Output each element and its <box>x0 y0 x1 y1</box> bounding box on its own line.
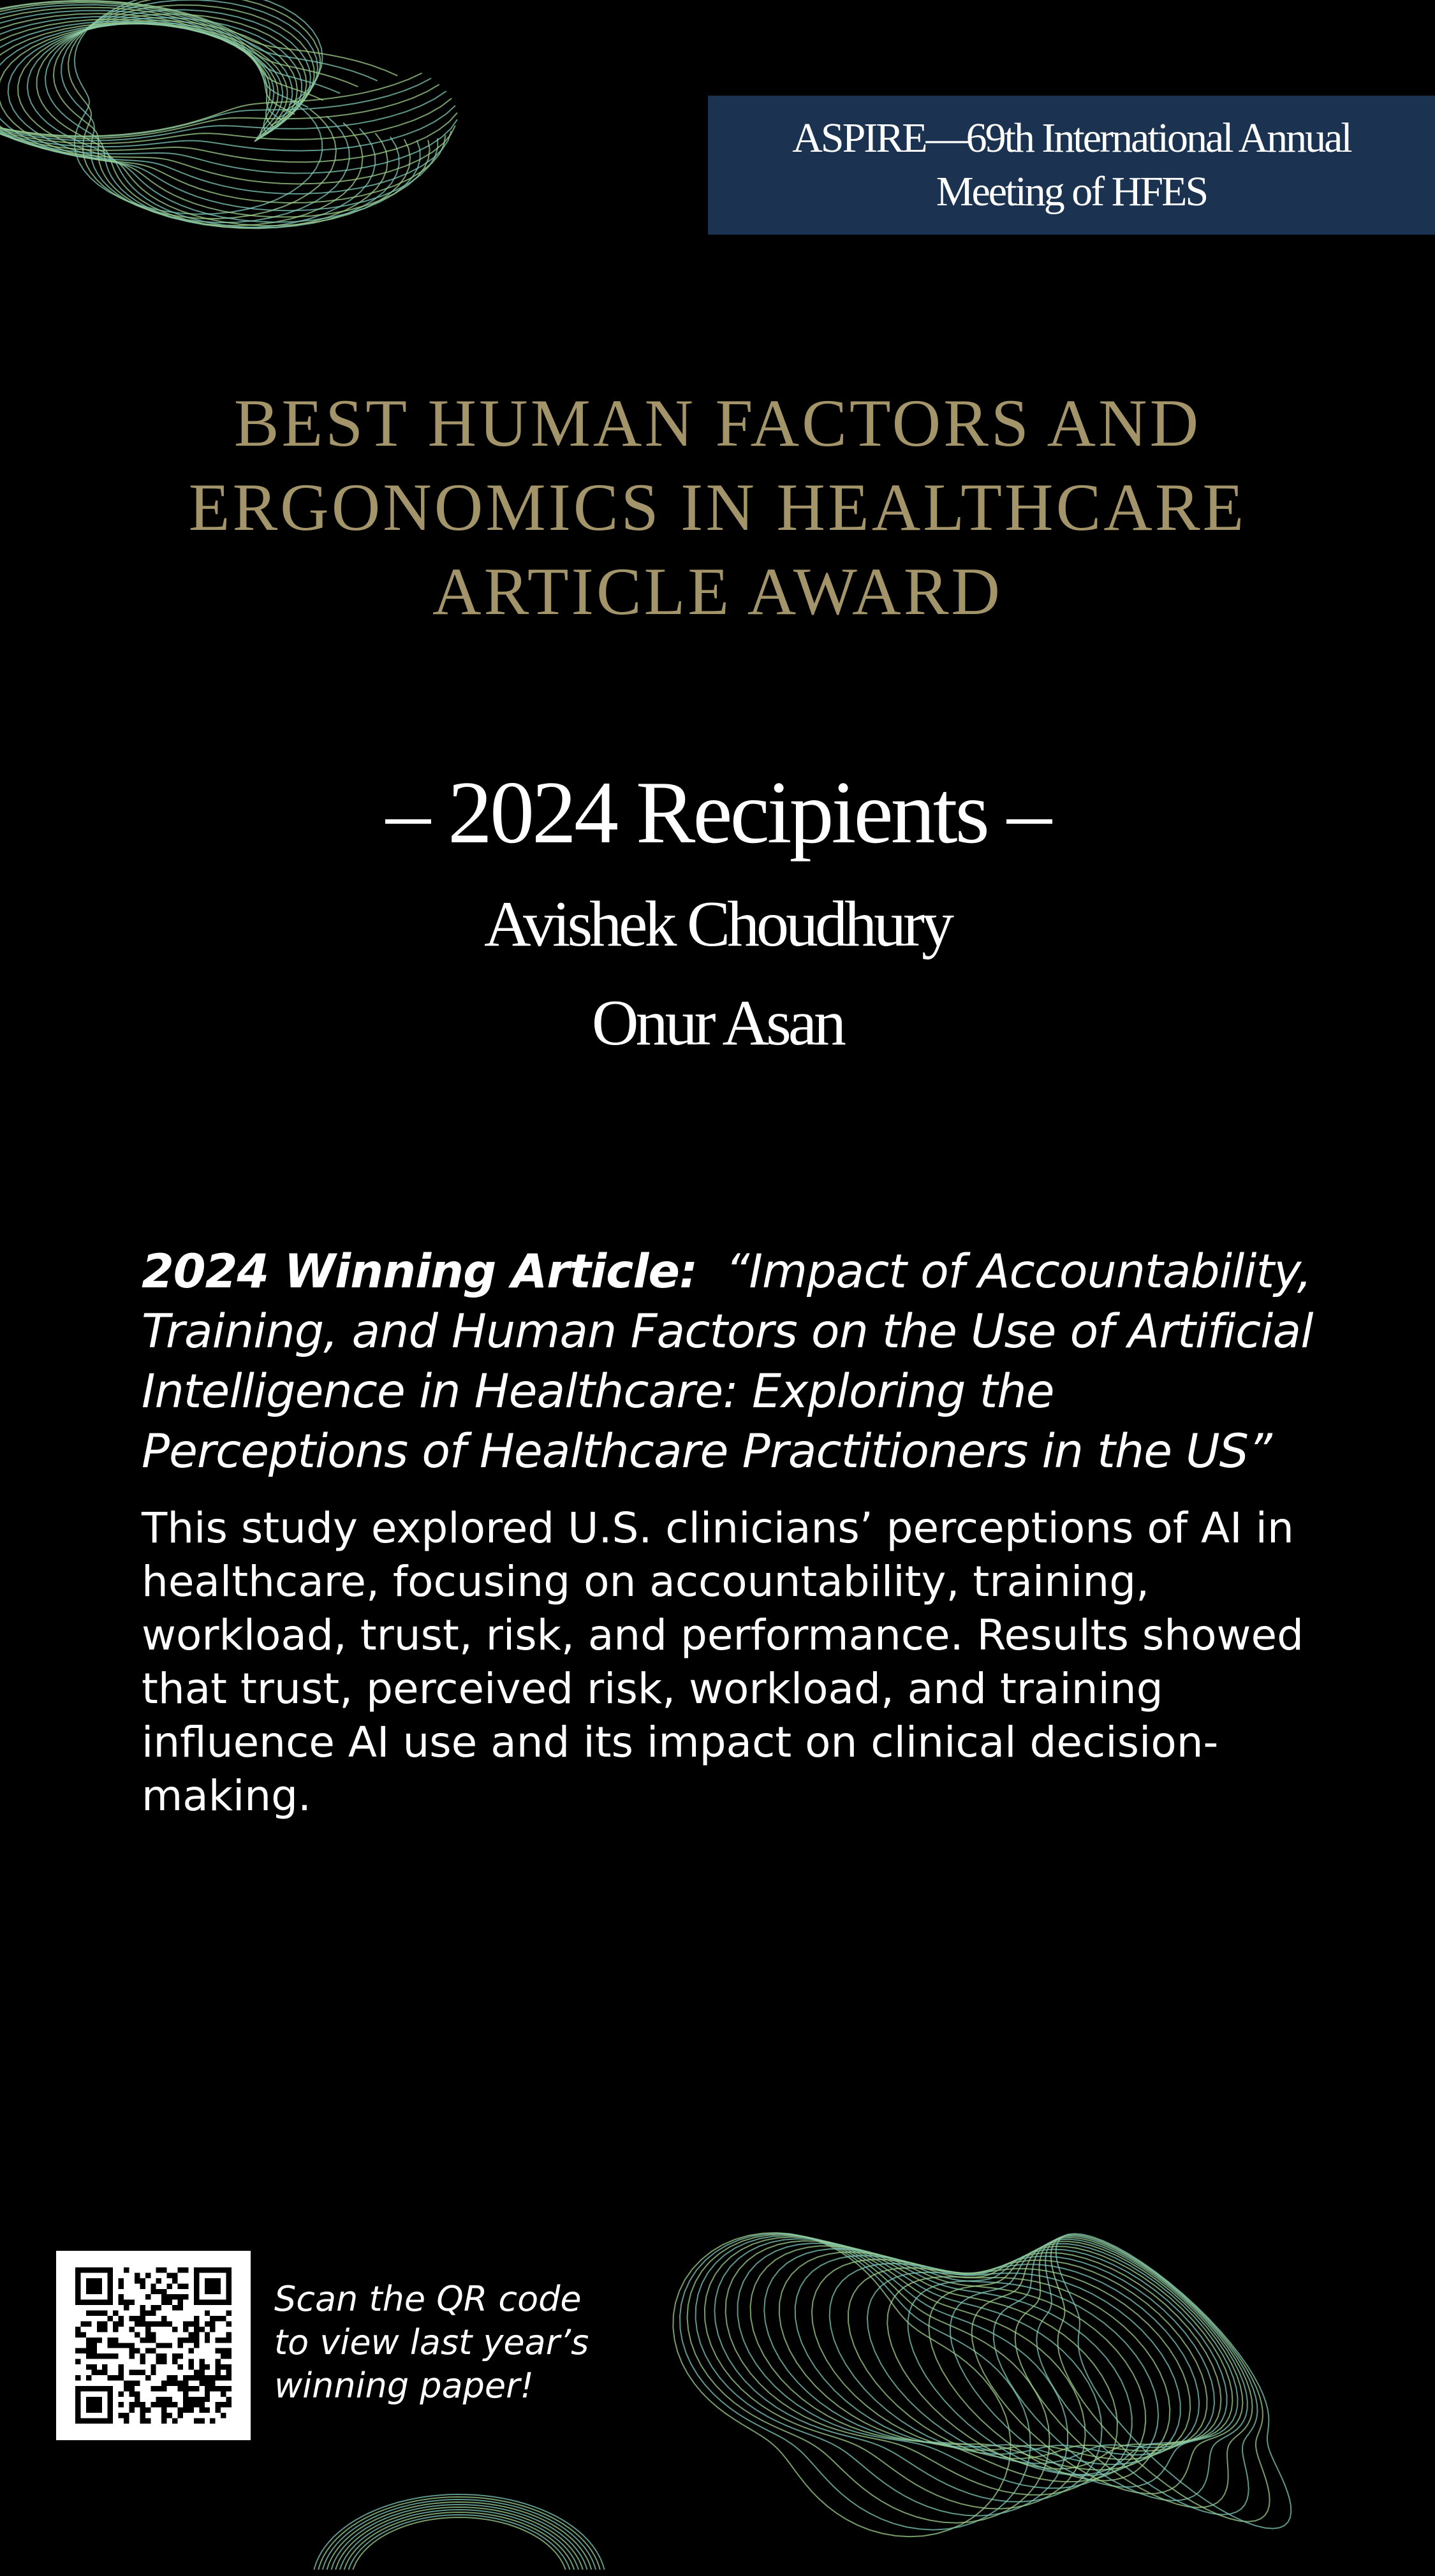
wave-line <box>8 23 420 223</box>
winning-article-label: 2024 Winning Article: <box>142 1245 698 1299</box>
wave-line <box>61 0 350 223</box>
recipient-name: Avishek Choudhury <box>484 888 951 960</box>
wave-line <box>0 24 430 217</box>
wave-line <box>738 2243 1132 2488</box>
wave-line <box>338 2510 580 2570</box>
wave-line <box>867 2257 1214 2464</box>
wave-line <box>0 13 457 162</box>
wave-line <box>317 2497 602 2570</box>
wave-line <box>321 2499 597 2570</box>
winning-article <box>142 1242 1321 1482</box>
wave-line <box>726 2241 1118 2494</box>
wave-line <box>0 22 452 194</box>
wave-line <box>812 2260 1190 2460</box>
wave-line <box>1015 2237 1253 2508</box>
wave-line <box>346 2515 571 2570</box>
wave-line <box>0 1 431 137</box>
wave-lines-decoration-bottom-small <box>281 2480 638 2570</box>
wave-line <box>54 5 363 226</box>
wave-line <box>330 2505 589 2570</box>
wave-line <box>994 2239 1247 2501</box>
wave-line <box>830 2264 1200 2455</box>
wave-line <box>848 2260 1207 2459</box>
wave-line <box>75 0 323 214</box>
wave-line <box>0 8 452 144</box>
qr-code[interactable] <box>56 2251 251 2440</box>
wave-line <box>929 2246 1232 2481</box>
wave-line <box>342 2512 577 2570</box>
conference-name: ASPIRE—69th International Annual Meeting of HFES <box>792 115 1351 215</box>
qr-code-icon <box>75 2267 232 2424</box>
wave-line <box>0 17 457 173</box>
wave-line <box>680 2234 1031 2530</box>
wave-line <box>0 19 455 184</box>
wave-line <box>0 3 439 138</box>
wave-lines-decoration-top <box>0 0 574 319</box>
wave-line <box>37 14 388 228</box>
wave-line <box>714 2239 1101 2501</box>
wave-line <box>18 20 410 226</box>
wave-line <box>68 0 336 219</box>
wave-line <box>0 23 445 203</box>
wave-line <box>779 2252 1170 2470</box>
wave-line <box>972 2241 1243 2494</box>
wave-line <box>325 2502 593 2570</box>
wave-line <box>688 2234 1050 2522</box>
wave-line <box>1056 2234 1292 2529</box>
wave-line <box>1051 2235 1270 2522</box>
wave-line <box>908 2250 1227 2475</box>
wave-line <box>1036 2236 1257 2515</box>
article-summary: This study explored U.S. clinicians’ perceptions of AI in healthcare, focusing on accountability, training, workload, trust, risk, and performance. Results showed that trust, perceived risk, workload, and training influence AI use and its impact on clinical decision-making. <box>142 1504 1304 1820</box>
award-title: BEST HUMAN FACTORS AND ERGONOMICS IN HEALTHCARE ARTICLE AWARD <box>188 386 1247 629</box>
wave-line <box>751 2246 1146 2482</box>
wave-line <box>0 1 422 136</box>
wave-line <box>705 2237 1085 2508</box>
wave-line <box>351 2517 568 2570</box>
wave-line <box>0 4 446 140</box>
wave-line <box>696 2236 1068 2515</box>
recipients-heading: – 2024 Recipients – <box>386 763 1049 862</box>
wave-line <box>887 2253 1221 2469</box>
wave-line <box>334 2507 584 2570</box>
wave-line <box>0 11 455 151</box>
wave-line <box>673 2233 1010 2537</box>
qr-caption: Scan the QR code to view last year’s winning paper! <box>274 2279 589 2406</box>
wave-line <box>795 2256 1181 2465</box>
wave-line <box>313 2494 606 2570</box>
wave-line <box>764 2249 1158 2476</box>
conference-banner <box>708 96 1435 235</box>
wave-line <box>950 2244 1238 2487</box>
wave-line <box>27 18 399 228</box>
recipient-name: Onur Asan <box>591 987 844 1059</box>
wave-line <box>0 24 438 210</box>
wave-line <box>45 10 375 228</box>
wave-lines-decoration-bottom <box>574 2181 1435 2576</box>
winning-article-title: “Impact of Accountability, Training, and Human Factors on the Use of Artificial Intelligence in Healthcare: Exploring the Perceptions of Healthcare Practitioners in the US” <box>142 1245 1313 1479</box>
